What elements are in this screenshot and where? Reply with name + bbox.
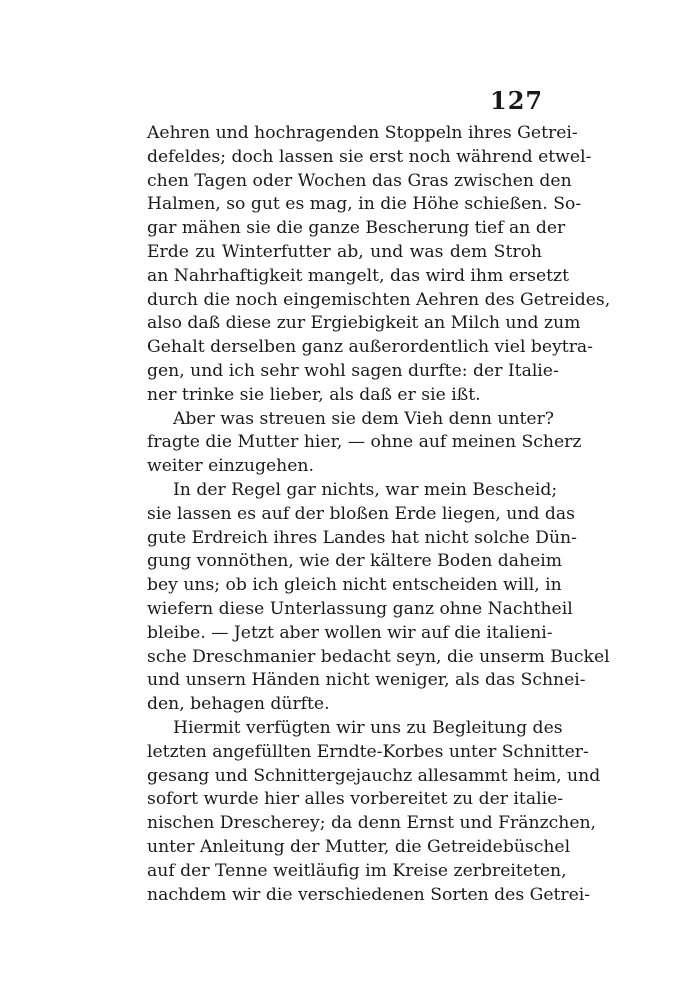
- text-line: durch die noch eingemischten Aehren des Getreides,: [147, 289, 611, 310]
- text-line: defeldes; doch lassen sie erst noch während etwel-: [147, 146, 592, 167]
- text-line: gar mähen sie die ganze Bescherung tief an der: [147, 218, 566, 239]
- text-line: sofort wurde hier alles vorbereitet zu der italie-: [147, 789, 564, 810]
- text-line: Hiermit verfügten wir uns zu Begleitung des: [173, 717, 563, 738]
- paragraph: [147, 122, 611, 408]
- text-line: nischen Drescherey; da denn Ernst und Fränzchen,: [147, 813, 597, 834]
- text-line: an Nahrhaftigkeit mangelt, das wird ihm ersetzt: [147, 265, 570, 286]
- text-line: ner trinke sie lieber, als daß er sie ißt.: [147, 384, 481, 405]
- text-line: sche Dreschmanier bedacht seyn, die unserm Buckel: [147, 646, 610, 667]
- text-line: unter Anleitung der Mutter, die Getreidebüschel: [147, 836, 571, 857]
- text-line: Aehren und hochragenden Stoppeln ihres Getrei-: [147, 123, 578, 143]
- text-line: den, behagen dürfte.: [147, 694, 330, 715]
- text-line: nachdem wir die verschiedenen Sorten des Getrei-: [147, 884, 591, 905]
- text-line: gute Erdreich ihres Landes hat nicht solche Dün-: [147, 527, 577, 548]
- text-line: In der Regel gar nichts, war mein Bescheid;: [173, 479, 558, 500]
- paragraph: [147, 408, 582, 479]
- text-line: gesang und Schnittergejauchz allesammt heim, und: [147, 765, 601, 786]
- body-text: [147, 122, 611, 907]
- text-line: letzten angefüllten Erndte-Korbes unter Schnitter-: [147, 741, 589, 762]
- text-line: gen, und ich sehr wohl sagen durfte: der Italie-: [147, 360, 559, 381]
- text-line: Aber was streuen sie dem Vieh denn unter?: [173, 408, 555, 429]
- text-line: fragte die Mutter hier, — ohne auf meinen Scherz: [147, 432, 582, 453]
- paragraph: [147, 479, 610, 717]
- text-line: sie lassen es auf der bloßen Erde liegen, und das: [147, 503, 575, 524]
- text-line: Gehalt derselben ganz außerordentlich viel beytra-: [147, 337, 593, 358]
- text-line: und unsern Händen nicht weniger, als das Schnei-: [147, 670, 586, 691]
- text-line: wiefern diese Unterlassung ganz ohne Nachtheil: [147, 598, 573, 619]
- text-line: Erde zu Winterfutter ab, und was dem Stroh: [147, 241, 542, 262]
- text-line: gung vonnöthen, wie der kältere Boden daheim: [147, 551, 563, 572]
- paragraph: [147, 717, 601, 907]
- text-line: bleibe. — Jetzt aber wollen wir auf die italieni-: [147, 622, 553, 643]
- text-line: also daß diese zur Ergiebigkeit an Milch und zum: [147, 313, 581, 334]
- text-line: weiter einzugehen.: [147, 456, 314, 477]
- text-line: auf der Tenne weitläufig im Kreise zerbreiteten,: [147, 860, 567, 881]
- text-line: chen Tagen oder Wochen das Gras zwischen den: [147, 170, 572, 191]
- page-number: 127: [490, 86, 544, 115]
- text-line: bey uns; ob ich gleich nicht entscheiden will, in: [147, 575, 562, 596]
- text-line: Halmen, so gut es mag, in die Höhe schießen. So-: [147, 194, 582, 215]
